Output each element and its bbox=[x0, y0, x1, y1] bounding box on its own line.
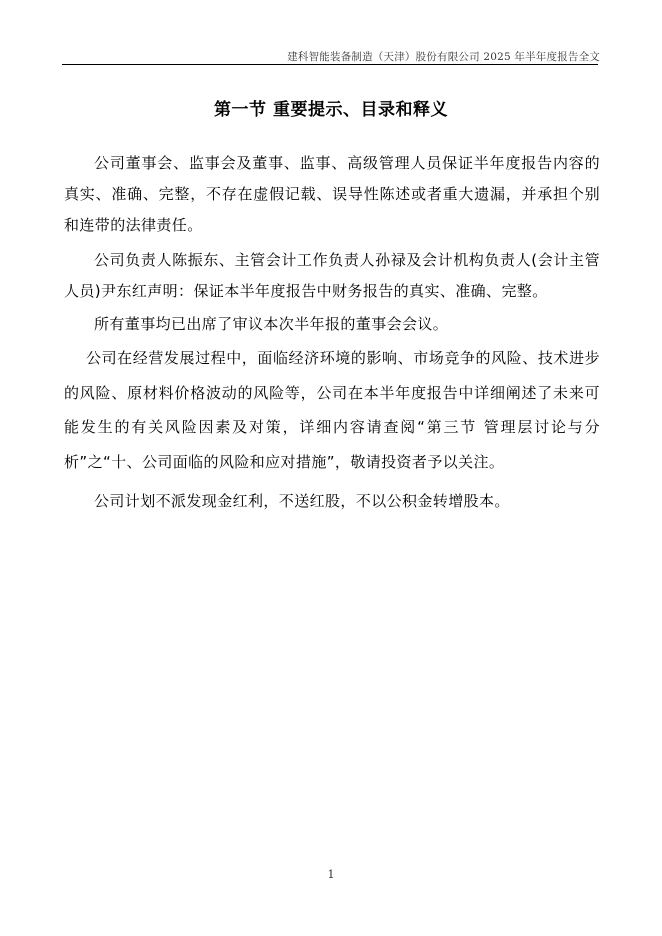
header-divider bbox=[62, 64, 598, 65]
paragraph-dividend-plan: 公司计划不派发现金红利，不送红股，不以公积金转增股本。 bbox=[94, 492, 510, 510]
page-header: 建科智能装备制造（天津）股份有限公司 2025 年半年度报告全文 bbox=[287, 51, 600, 63]
paragraph-guarantee: 公司董事会、监事会及董事、监事、高级管理人员保证半年度报告内容的真实、准确、完整，不存在虚假记载、误导性陈述或者重大遗漏，并承担个别和连带的法律责任。 bbox=[64, 154, 600, 234]
paragraph-risk-notice: 公司在经营发展过程中，面临经济环境的影响、市场竞争的风险、技术进步的风险、原材料价格波动的风险等，公司在本半年度报告中详细阐述了未来可能发生的有关风险因素及对策，详细内容请查阅“第三节 管理层讨论与分析”之“十、公司面临的风险和应对措施”，敬请投资者予以关注。 bbox=[64, 349, 600, 471]
paragraph-responsible-persons: 公司负责人陈振东、主管会计工作负责人孙禄及会计机构负责人(会计主管人员)尹东红声明：保证本半年度报告中财务报告的真实、准确、完整。 bbox=[64, 251, 600, 300]
paragraph-board-attendance: 所有董事均已出席了审议本次半年报的董事会会议。 bbox=[94, 315, 449, 333]
page-number: 1 bbox=[327, 868, 335, 881]
section-title: 第一节 重要提示、目录和释义 bbox=[214, 100, 448, 120]
